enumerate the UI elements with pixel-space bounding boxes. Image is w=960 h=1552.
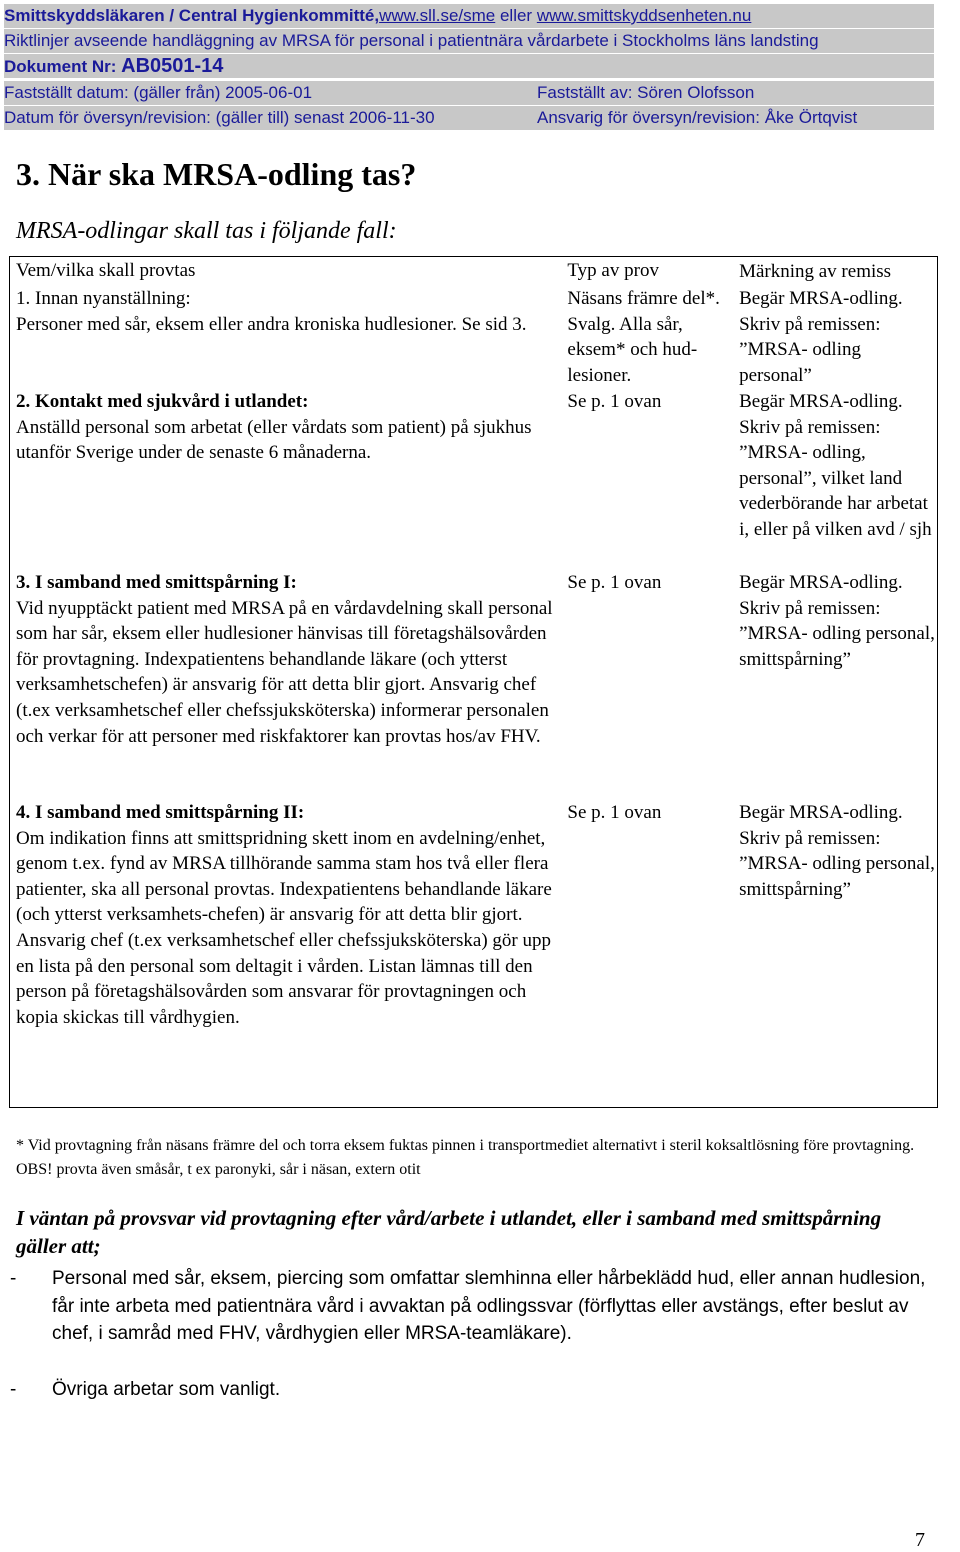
bullet-item: - Övriga arbetar som vanligt. [10, 1376, 930, 1404]
header-dates-2 [4, 106, 934, 130]
header-line-org [4, 4, 934, 28]
link-smittskydd[interactable]: www.smittskyddsenheten.nu [536, 6, 752, 25]
table-row [10, 389, 938, 570]
header-or: eller [495, 6, 537, 25]
established-date: Fastställt datum: (gäller från) 2005-06-01 [4, 83, 313, 102]
header-document-number: Dokument Nr: AB0501-14 [4, 54, 934, 78]
row-label: Begär MRSA-odling. Skriv på remissen: ”MRSA- odling personal” [739, 288, 903, 386]
row-type: Näsans främre del*. Svalg. Alla sår, eksem* och hud-lesioner. [567, 288, 720, 386]
waiting-heading: I väntan på provsvar vid provtagning efter vård/arbete i utlandet, eller i samband med smittspårning gäller att; [16, 1206, 882, 1258]
section-subtitle: MRSA-odlingar skall tas i följande fall: [16, 218, 397, 244]
table-row [10, 800, 938, 1107]
row-who: 4. I samband med smittspårning II: Om indikation finns att smittspridning skett inom en avdelning/enhet, genom t.ex. fynd av MRSA tillhörande samma stam hos två eller flera patienter, ska all personal provtas. Indexpatientens behandlande läkare (och ytterst verksamhets-chefen) är ansvarig för att detta blir gjort. Ansvarig chef (t.ex verksamhetschef eller chefssjuksköterska) gör upp en lista på den personal som deltagit i vården. Listan lämnas till den person på företagshälsovården som ansvarar för provtagningen och kopia skickas till vårdhygien. [16, 802, 552, 1028]
bullet-dash: - [10, 1379, 17, 1400]
link-sll[interactable]: www.sll.se/sme [379, 6, 496, 25]
page-number: 7 [915, 1529, 925, 1551]
sampling-table [9, 256, 938, 1108]
row-label: Begär MRSA-odling. Skriv på remissen: ”MRSA- odling personal, smittspårning” [739, 802, 935, 900]
row-type: Se p. 1 ovan [567, 391, 662, 412]
revision-date: Datum för översyn/revision: (gäller till) senast 2006-11-30 [4, 108, 435, 127]
row-who: 1. Innan nyanställning: Personer med sår, eksem eller andra kroniska hudlesioner. Se sid 3. [16, 288, 527, 335]
col-header-type: Typ av prov [567, 260, 659, 281]
footnote: * Vid provtagning från näsans främre del och torra eksem fuktas pinnen i transportmediet alternativt i steril koksaltlösning före provtagning. OBS! provta även småsår, t ex paronyki, sår i näsan, extern otit [16, 1137, 915, 1178]
bullet-item: - Personal med sår, eksem, piercing som omfattar slemhinna eller hårbeklädd hud, eller annan hudlesion, får inte arbeta med patientnära vård i avvaktan på odlingssvar (förflyttas eller avstängs, efter beslut av chef, i samråd med FHV, vårdhygien eller MRSA-teamläkare). [10, 1265, 930, 1348]
table-row [10, 286, 938, 389]
header-dates-1 [4, 81, 934, 105]
row-who: 3. I samband med smittspårning I: Vid nyupptäckt patient med MRSA på en vårdavdelning skall personal som har sår, eksem eller hudlesioner hänvisas till företagshälsovården för provtagning. Indexpatientens behandlande läkare (och ytterst verksamhetschefen) är ansvarig för att detta blir gjort. Ansvarig chef (t.ex verksamhetschef eller chefssjuksköterska) informerar personalen och verkar för att personer med riskfaktorer kan provtas hos/av FHV. [16, 572, 553, 747]
row-type: Se p. 1 ovan [567, 802, 662, 823]
row-label: Begär MRSA-odling. Skriv på remissen: ”MRSA- odling personal, smittspårning” [739, 572, 935, 670]
row-type: Se p. 1 ovan [567, 572, 662, 593]
section-title: 3. När ska MRSA-odling tas? [16, 156, 417, 192]
col-header-who: Vem/vilka skall provtas [16, 260, 196, 281]
bullet-dash: - [10, 1268, 17, 1289]
revision-responsible: Ansvarig för översyn/revision: Åke Örtqvist [537, 108, 858, 127]
col-header-label: Märkning av remiss [739, 261, 892, 282]
row-label: Begär MRSA-odling. Skriv på remissen: ”MRSA- odling, personal”, vilket land vederbörande har arbetat i, eller på vilken avd / sjh [739, 391, 932, 540]
table-row [10, 570, 938, 800]
row-who: 2. Kontakt med sjukvård i utlandet: Anställd personal som arbetat (eller vårdats som patient) på sjukhus utanför Sverige under de senaste 6 månaderna. [16, 391, 532, 464]
header-org: Smittskyddsläkaren / Central Hygienkommitté, [4, 6, 380, 25]
established-by: Fastställt av: Sören Olofsson [537, 83, 755, 102]
table-header-row [10, 257, 938, 287]
header-guideline-title: Riktlinjer avseende handläggning av MRSA för personal i patientnära vårdarbete i Stockholms läns landsting [4, 29, 934, 53]
